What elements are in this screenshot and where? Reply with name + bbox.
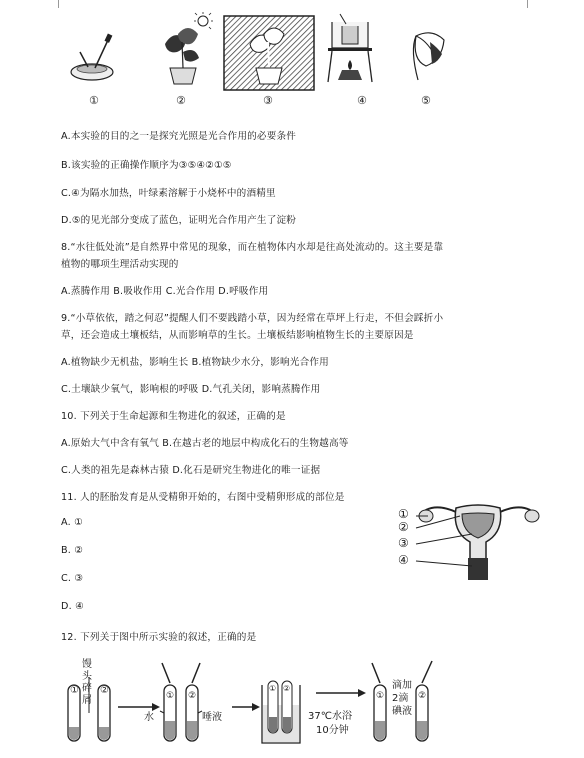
question-9-stem: 9.“小草依依，踏之何忍”提醒人们不要践踏小草，因为经常在草坪上行走，不但会踩折小 bbox=[61, 313, 444, 324]
uterus-label-2: ② bbox=[398, 520, 409, 534]
dark-box-plant-drawing bbox=[224, 16, 314, 90]
iodine-label bbox=[392, 679, 412, 718]
water-label: 水 bbox=[144, 712, 154, 723]
tube-label-1: ① bbox=[269, 684, 277, 693]
question-9-options-cd: C.土壤缺少氧气，影响根的呼吸 D.气孔关闭，影响蒸腾作用 bbox=[61, 384, 321, 395]
water-bath-time-label: 10分钟 bbox=[316, 725, 349, 736]
figure-label-3: ③ bbox=[263, 94, 273, 107]
iodine-dish-drawing bbox=[71, 34, 113, 80]
question-8-stem-cont: 植物的哪项生理活动实现的 bbox=[61, 259, 179, 270]
figure-label-1: ① bbox=[89, 94, 99, 107]
question-11-option-b: B. ② bbox=[61, 545, 84, 556]
question-8-options: A.蒸腾作用 B.吸收作用 C.光合作用 D.呼吸作用 bbox=[61, 286, 269, 297]
bread-crumbs-label: 馒头碎屑 bbox=[82, 659, 92, 706]
uterus-label-3: ③ bbox=[398, 536, 409, 550]
question-8-stem: 8.“水往低处流”是自然界中常见的现象，而在植物体内水却是往高处流动的。这主要是靠 bbox=[61, 242, 444, 253]
tube-label-2: ② bbox=[188, 691, 197, 701]
question-11-option-c: C. ③ bbox=[61, 573, 84, 584]
tube-label-1: ① bbox=[376, 691, 385, 701]
starch-digestion-experiment-figure bbox=[60, 655, 460, 754]
tube-label-2: ② bbox=[100, 685, 109, 696]
experiment-steps-illustration bbox=[70, 12, 450, 92]
uterus-label-4: ④ bbox=[398, 553, 409, 567]
question-10-stem: 10. 下列关于生命起源和生物进化的叙述，正确的是 bbox=[61, 411, 286, 422]
crop-mark bbox=[58, 0, 67, 8]
iodine-label-line-2: 2滴 bbox=[392, 693, 409, 704]
option-d: D.⑤的见光部分变成了蓝色，证明光合作用产生了淀粉 bbox=[61, 215, 297, 226]
uterus-label-1: ① bbox=[398, 507, 409, 521]
question-10-options-cd: C.人类的祖先是森林古猿 D.化石是研究生物进化的唯一证据 bbox=[61, 465, 321, 476]
figure-label-4: ④ bbox=[357, 94, 367, 107]
question-9-stem-cont: 草，还会造成土壤板结，从而影响草的生长。土壤板结影响植物生长的主要原因是 bbox=[61, 330, 414, 341]
question-11-stem: 11. 人的胚胎发育是从受精卵开始的，右图中受精卵形成的部位是 bbox=[61, 492, 345, 503]
female-reproductive-system-figure bbox=[396, 498, 544, 584]
question-9-options-ab: A.植物缺少无机盐，影响生长 B.植物缺少水分，影响光合作用 bbox=[61, 357, 329, 368]
option-b: B.该实验的正确操作顺序为③⑤④②①⑤ bbox=[61, 160, 232, 171]
leaf-result-drawing bbox=[413, 33, 444, 80]
option-c: C.④为隔水加热，叶绿素溶解于小烧杯中的酒精里 bbox=[61, 188, 276, 199]
option-a: A.本实验的目的之一是探究光照是光合作用的必要条件 bbox=[61, 131, 297, 142]
tube-label-1: ① bbox=[70, 685, 79, 696]
question-12-stem: 12. 下列关于图中所示实验的叙述，正确的是 bbox=[61, 632, 257, 643]
potted-plant-sunlight-drawing bbox=[165, 12, 213, 84]
tube-label-1: ① bbox=[166, 691, 175, 701]
tube-label-2: ② bbox=[418, 691, 427, 701]
question-10-options-ab: A.原始大气中含有氧气 B.在越古老的地层中构成化石的生物越高等 bbox=[61, 438, 349, 449]
water-bath-heating-drawing bbox=[328, 14, 372, 82]
photosynthesis-experiment-figure bbox=[70, 12, 450, 92]
figure-label-5: ⑤ bbox=[421, 94, 431, 107]
iodine-label-line-3: 碘液 bbox=[392, 706, 412, 717]
water-bath-temp-label: 37℃水浴 bbox=[308, 711, 352, 722]
iodine-label-line-1: 滴加 bbox=[392, 680, 412, 691]
figure-label-2: ② bbox=[176, 94, 186, 107]
tube-label-2: ② bbox=[283, 684, 291, 693]
question-11-option-a: A. ① bbox=[61, 517, 83, 528]
crop-mark bbox=[519, 0, 528, 8]
uterus-illustration bbox=[396, 498, 544, 584]
saliva-label: 唾液 bbox=[202, 712, 222, 723]
question-11-option-d: D. ④ bbox=[61, 601, 84, 612]
